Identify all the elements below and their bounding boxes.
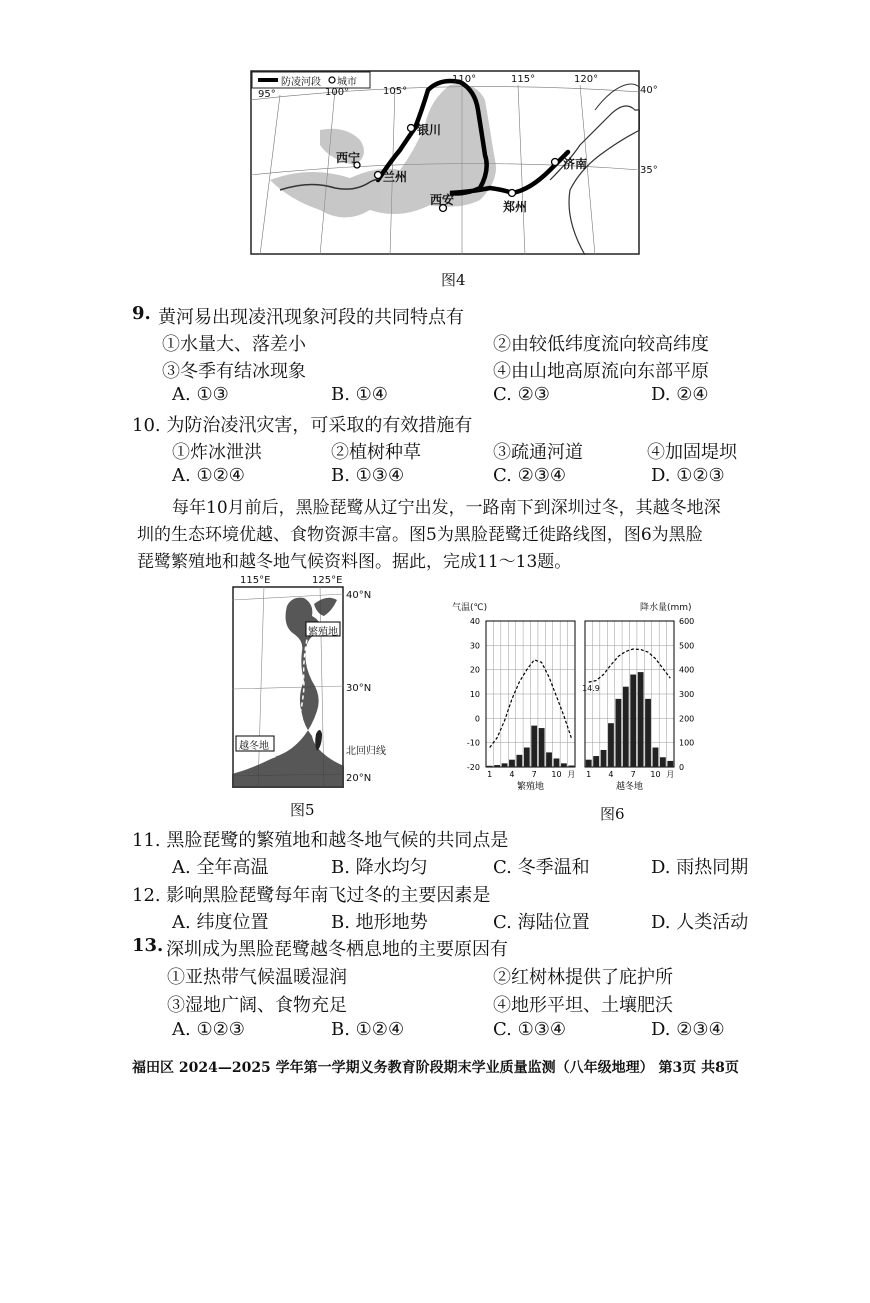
city-jinan-label: 济南 [563,157,588,171]
question-13-choice-d[interactable]: D. ②③④ [651,1019,725,1040]
question-9-item-1: ①水量大、落差小 [162,334,306,355]
question-11-choice-c[interactable]: C. 冬季温和 [493,857,590,878]
month-tick-label: 10 [551,770,562,779]
latitude-35-label: 35° [640,165,658,176]
longitude-95-label: 95° [258,89,276,100]
question-11-choice-a[interactable]: A. 全年高温 [172,857,269,878]
question-12-choice-b[interactable]: B. 地形地势 [331,912,428,933]
intro-line-3: 琵鹭繁殖地和越冬地气候资料图。据此，完成11～13题。 [137,552,572,572]
precipitation-bar [586,760,592,767]
fig5-lat-30-label: 30°N [346,683,372,694]
question-13-choice-c[interactable]: C. ①③④ [493,1019,566,1040]
wintering-site-label: 越冬地 [239,741,269,752]
precipitation-bar [561,763,567,767]
city-yinchuan-label: 银川 [417,123,442,137]
longitude-120-label: 120° [574,74,599,85]
month-unit-label: 月 [666,770,675,779]
question-10-choice-d[interactable]: D. ①②③ [651,465,725,486]
city-xining-label: 西宁 [336,151,361,165]
question-13-item-2: ②红树林提供了庇护所 [493,967,673,988]
precipitation-bar [608,723,614,767]
precip-tick-label: 100 [679,738,695,748]
precipitation-bar [524,748,530,767]
precipitation-bar [601,750,607,767]
question-10-choice-a[interactable]: A. ①②④ [172,465,245,486]
precipitation-bar [568,766,574,767]
question-9-stem: 黄河易出现凌汛现象河段的共同特点有 [158,307,464,328]
precipitation-bar [630,675,636,767]
temp-tick-label: -10 [466,738,480,748]
precip-axis-label: 降水量(mm) [640,603,692,613]
precipitation-bar [509,760,515,767]
temp-tick-label: 30 [469,641,480,651]
longitude-110-label: 110° [452,74,477,85]
question-10-stem: 10. 为防治凌汛灾害，可采取的有效措施有 [132,415,473,436]
longitude-100-label: 100° [325,87,350,98]
precipitation-bar [623,687,629,767]
fig5-lat-20-label: 20°N [346,773,372,784]
question-12-stem: 12. 影响黑脸琵鹭每年南飞过冬的主要因素是 [132,885,491,906]
month-tick-label: 7 [531,770,537,779]
precipitation-bar [546,752,552,767]
question-10-choice-c[interactable]: C. ②③④ [493,465,566,486]
question-10-item-4: ④加固堤坝 [647,442,737,463]
figure-5-caption: 图5 [290,801,315,819]
month-tick-label: 7 [630,770,636,779]
longitude-115-label: 115° [511,74,536,85]
figure-6-climate-chart [450,596,695,796]
temp-tick-label: 40 [469,617,480,626]
question-13-choice-b[interactable]: B. ①②④ [331,1019,405,1040]
precipitation-bar [645,699,651,767]
temperature-annotation: 14.9 [582,684,600,693]
precipitation-bar [487,766,493,767]
precip-tick-label: 0 [679,763,685,772]
question-9-choice-d[interactable]: D. ②④ [651,384,709,405]
question-9-item-3: ③冬季有结冰现象 [162,361,306,382]
figure-5-map [232,586,344,788]
precipitation-bar [494,765,500,767]
question-9-item-4: ④由山地高原流向东部平原 [493,361,709,382]
city-lanzhou-label: 兰州 [383,170,408,184]
question-11-stem: 11. 黑脸琵鹭的繁殖地和越冬地气候的共同点是 [132,830,509,851]
longitude-105-label: 105° [383,86,408,97]
question-11-choice-b[interactable]: B. 降水均匀 [331,857,428,878]
question-12-choice-d[interactable]: D. 人类活动 [651,912,749,933]
question-9-choice-b[interactable]: B. ①④ [331,384,388,405]
temp-tick-label: -20 [466,763,480,772]
question-11-choice-d[interactable]: D. 雨热同期 [651,857,749,878]
question-10-item-1: ①炸冰泄洪 [172,442,262,463]
fig5-lon-125-label: 125°E [312,575,343,586]
city-xian-label: 西安 [430,193,455,207]
chart-panel-title: 越冬地 [615,782,644,792]
question-9-choice-a[interactable]: A. ①③ [172,384,229,405]
question-12-choice-c[interactable]: C. 海陆位置 [493,912,590,933]
precipitation-bar [667,761,673,767]
question-13-stem: 深圳成为黑脸琵鹭越冬栖息地的主要原因有 [166,939,508,960]
chart-panel-title: 繁殖地 [516,782,545,792]
legend-river-label: 防凌河段 [281,77,321,88]
question-13-item-3: ③湿地广阔、食物充足 [167,995,347,1016]
precipitation-bar [516,755,522,767]
precipitation-bar [554,758,560,767]
month-tick-label: 4 [509,770,515,779]
precipitation-bar [531,726,537,767]
breeding-site-label: 繁殖地 [308,627,338,638]
fig5-lon-115-label: 115°E [240,575,271,586]
page-footer: 福田区 2024—2025 学年第一学期义务教育阶段期末学业质量监测（八年级地理） 第3页 共8页 [132,1060,739,1076]
precipitation-bar [615,699,621,767]
precip-tick-label: 600 [679,617,695,626]
fig5-lat-40-label: 40°N [346,590,372,601]
month-tick-label: 4 [608,770,614,779]
question-9-number: 9. [132,303,151,324]
question-10-choice-b[interactable]: B. ①③④ [331,465,405,486]
precip-tick-label: 400 [679,665,695,675]
precipitation-bar [638,672,644,767]
question-13-choice-a[interactable]: A. ①②③ [172,1019,245,1040]
precip-tick-label: 300 [679,690,695,699]
figure-4-caption: 图4 [441,271,466,289]
precipitation-bar [653,748,659,767]
month-unit-label: 月 [567,770,576,779]
legend-city-label: 城市 [337,77,357,88]
month-tick-label: 1 [586,770,592,779]
question-13-item-4: ④地形平坦、土壤肥沃 [493,995,673,1016]
temp-tick-label: 10 [469,690,480,699]
precip-tick-label: 200 [679,714,695,724]
latitude-40-label: 40° [640,85,658,96]
precipitation-bar [539,728,545,767]
question-10-item-2: ②植树种草 [331,442,421,463]
precip-tick-label: 500 [679,641,695,651]
precipitation-bar [502,763,508,767]
question-9-choice-c[interactable]: C. ②③ [493,384,550,405]
figure-6-caption: 图6 [600,805,625,823]
month-tick-label: 1 [487,770,493,779]
question-13-number: 13. [132,935,164,956]
precipitation-bar [593,756,599,767]
intro-line-1: 每年10月前后，黑脸琵鹭从辽宁出发，一路南下到深圳过冬，其越冬地深 [172,498,721,518]
question-12-choice-a[interactable]: A. 纬度位置 [172,912,269,933]
month-tick-label: 10 [650,770,661,779]
question-13-item-1: ①亚热带气候温暖湿润 [167,967,347,988]
temp-tick-label: 20 [469,665,480,675]
city-zhengzhou-label: 郑州 [503,200,528,214]
temp-axis-label: 气温(℃) [452,603,488,613]
precipitation-bar [660,757,666,767]
question-10-item-3: ③疏通河道 [493,442,583,463]
temp-tick-label: 0 [474,714,480,724]
question-9-item-2: ②由较低纬度流向较高纬度 [493,334,709,355]
intro-line-2: 圳的生态环境优越、食物资源丰富。图5为黑脸琵鹭迁徙路线图，图6为黑脸 [137,525,703,545]
tropic-of-cancer-label: 北回归线 [346,746,386,757]
